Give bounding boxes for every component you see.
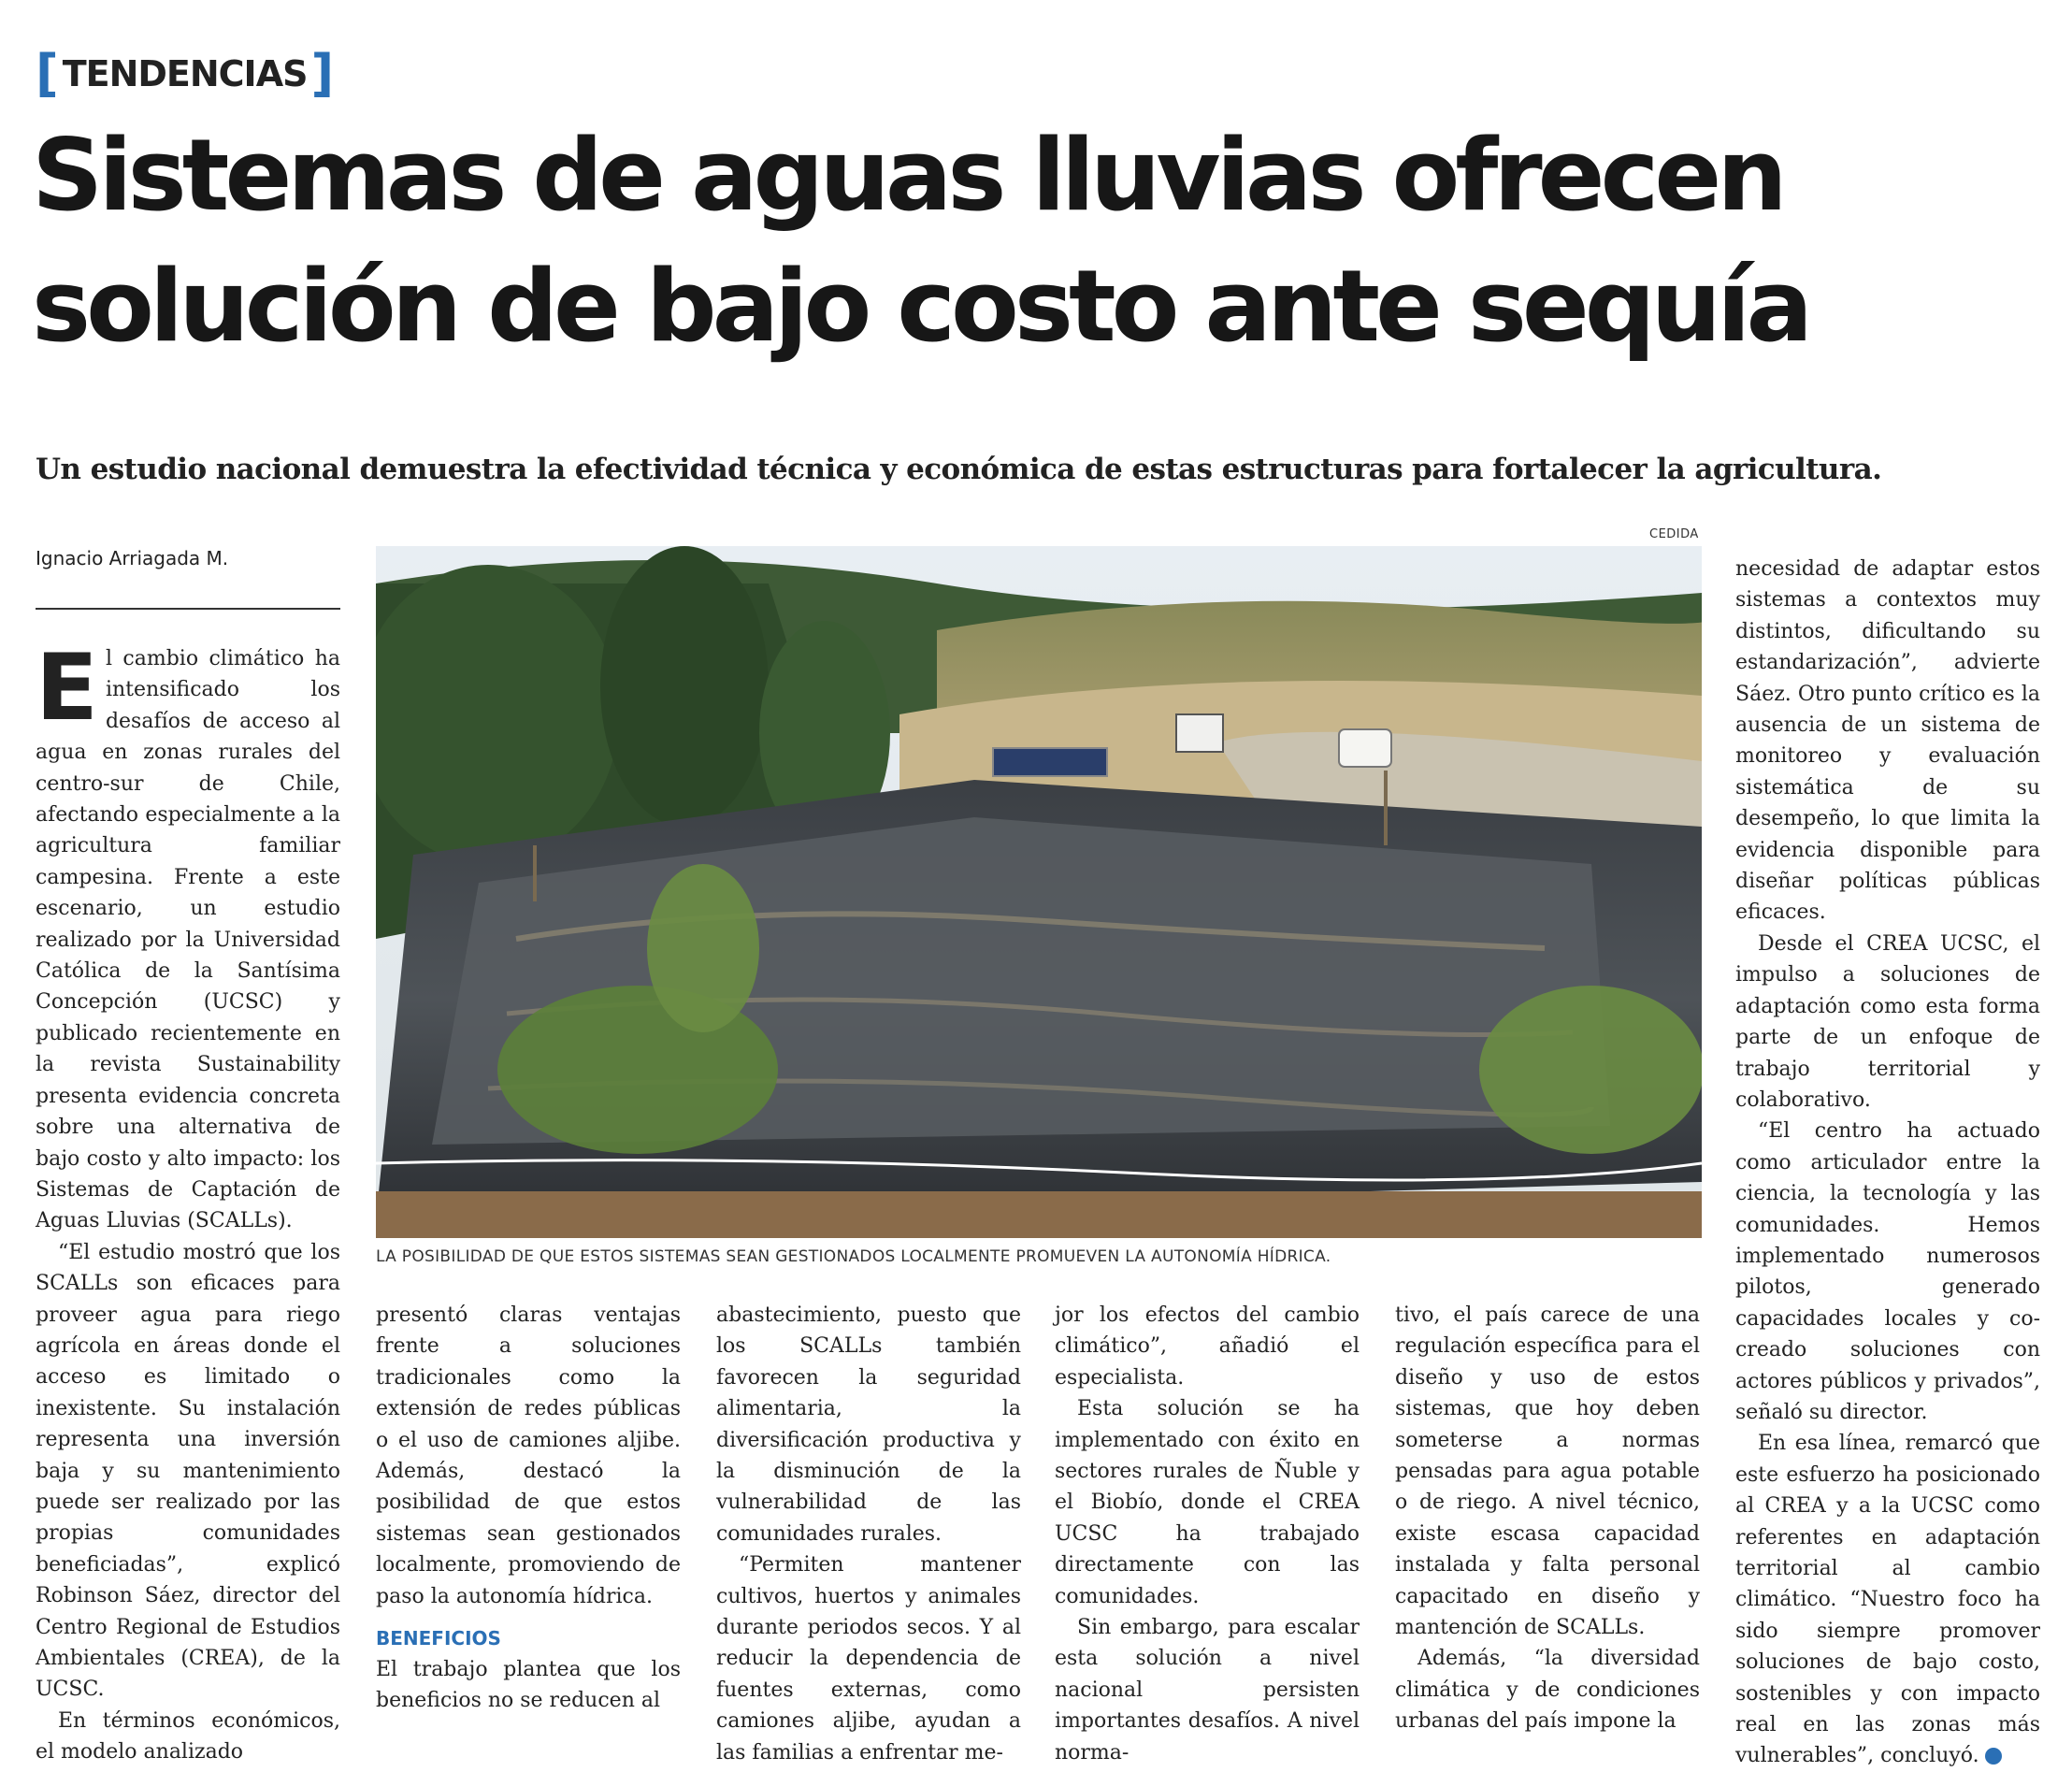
headline-line-2: solución de bajo costo ante sequía [32,249,1809,364]
article-column-4 [1055,1300,1360,1768]
paragraph-intro: El cambio climático ha intensificado los desafíos de acceso al agua en zonas rurales del centro-sur de Chile, afectando especialmente a la agricultura familiar campesina. Frente a este escenario, un estudio realizado por la Universidad Católica de la Santísima Concepción (UCSC) y publicado recientemente en la revista Sustainability presenta evidencia concreta sobre una alternativa de bajo costo y alto impacto: los Sistemas de Captación de Aguas Lluvias (SCALLs). [36,635,340,1233]
paragraph: “El centro ha actuado como articulador entre la ciencia, la tecnología y las comunidades. Hemos implementado numerosos pilotos, generado capacidades locales y co-creado soluciones con actores públicos y privados”, señaló su director. [1735,1119,2040,1424]
section-bracket-open: [ [36,44,59,103]
article-column-6 [1735,554,2040,1772]
paragraph-continued: abastecimiento, puesto que los SCALLs también favorecen la seguridad alimentaria, la diversificación productiva y la disminución de la vulnerabilidad de las comunidades rurales. [716,1304,1021,1546]
subheadline: Un estudio nacional demuestra la efectividad técnica y económica de estas estructuras para fortalecer la agricultura. [36,453,1882,486]
paragraph-continued: jor los efectos del cambio climático”, añadió el especialista. [1055,1304,1360,1390]
paragraph-continued: presentó claras ventajas frente a soluciones tradicionales como la extensión de redes públicas o el uso de camiones aljibe. Además, destacó la posibilidad de que estos sistemas sean gestionados localmente, promoviendo de paso la autonomía hídrica. [376,1304,681,1608]
paragraph: Esta solución se ha implementado con éxito en sectores rurales de Ñuble y el Biobío, donde el CREA UCSC ha trabajado directamente con las comunidades. [1055,1397,1360,1608]
paragraph: Desde el CREA UCSC, el impulso a soluciones de adaptación como esta forma parte de un enfoque de trabajo territorial y colaborativo. [1735,931,2040,1112]
article-column-1 [36,635,340,1768]
subheading: BENEFICIOS [376,1627,501,1650]
paragraph: Además, “la diversidad climática y de condiciones urbanas del país impone la [1395,1647,1700,1734]
paragraph-final: En esa línea, remarcó que este esfuerzo ha posicionado al CREA y a la UCSC como referentes en adaptación territorial al cambio climático. “Nuestro foco ha sido siempre promover soluciones de bajo costo, sostenibles y con impacto real en las zonas más vulnerables”, concluyó. ✦ [1735,1432,2040,1768]
headline [32,110,2051,372]
byline-divider [36,608,340,610]
photo-reservoir-illustration [376,546,1702,1238]
article-column-2 [376,1300,681,1717]
paragraph-continued: tivo, el país carece de una regulación específica para el diseño y uso de estos sistemas, que hoy deben someterse a normas pensadas para agua potable o de riego. A nivel técnico, existe escasa capacidad instalada y falta personal capacitado en diseño y mantención de SCALLs. [1395,1304,1700,1640]
paragraph: “El estudio mostró que los SCALLs son eficaces para proveer agua para riego agrícola en áreas donde el acceso es limitado o inexistente. Su instalación representa una inversión baja y su mantenimiento puede ser realizado por las propias comunidades beneficiadas”, explicó Robinson Sáez, director del Centro Regional de Estudios Ambientales (CREA), de la UCSC. [36,1240,340,1702]
photo-caption: LA POSIBILIDAD DE QUE ESTOS SISTEMAS SEAN GESTIONADOS LOCALMENTE PROMUEVEN LA AUTONOMÍA HÍDRICA. [376,1247,1331,1266]
paragraph: Sin embargo, para escalar esta solución a nivel nacional persisten importantes desafíos. A nivel norma- [1055,1616,1360,1765]
byline: Ignacio Arriagada M. [36,547,229,569]
drop-cap: E [36,635,98,742]
photo-credit: CEDIDA [1649,527,1699,541]
section-bracket-close: ] [310,44,335,103]
headline-line-1: Sistemas de aguas lluvias ofrecen [32,118,1783,233]
article-column-3 [716,1300,1021,1768]
paragraph: “Permiten mantener cultivos, huertos y animales durante periodos secos. Y al reducir la dependencia de fuentes externas, como camiones aljibe, ayudan a las familias a enfrentar me- [716,1553,1021,1765]
paragraph: En términos económicos, el modelo analizado [36,1708,340,1765]
end-of-article-icon: ✦ [1985,1748,2002,1765]
article-column-5 [1395,1300,1700,1737]
section-label: TENDENCIAS [62,53,308,94]
paragraph: El trabajo plantea que los beneficios no se reducen al [376,1658,681,1713]
section-tag [36,45,334,103]
article-photo [376,546,1702,1238]
paragraph-continued: necesidad de adaptar estos sistemas a contextos muy distintos, dificultando su estandarización”, advierte Sáez. Otro punto crítico es la ausencia de un sistema de monitoreo y evaluación sistemática de su desempeño, lo que limita la evidencia disponible para diseñar políticas públicas eficaces. [1735,557,2040,925]
